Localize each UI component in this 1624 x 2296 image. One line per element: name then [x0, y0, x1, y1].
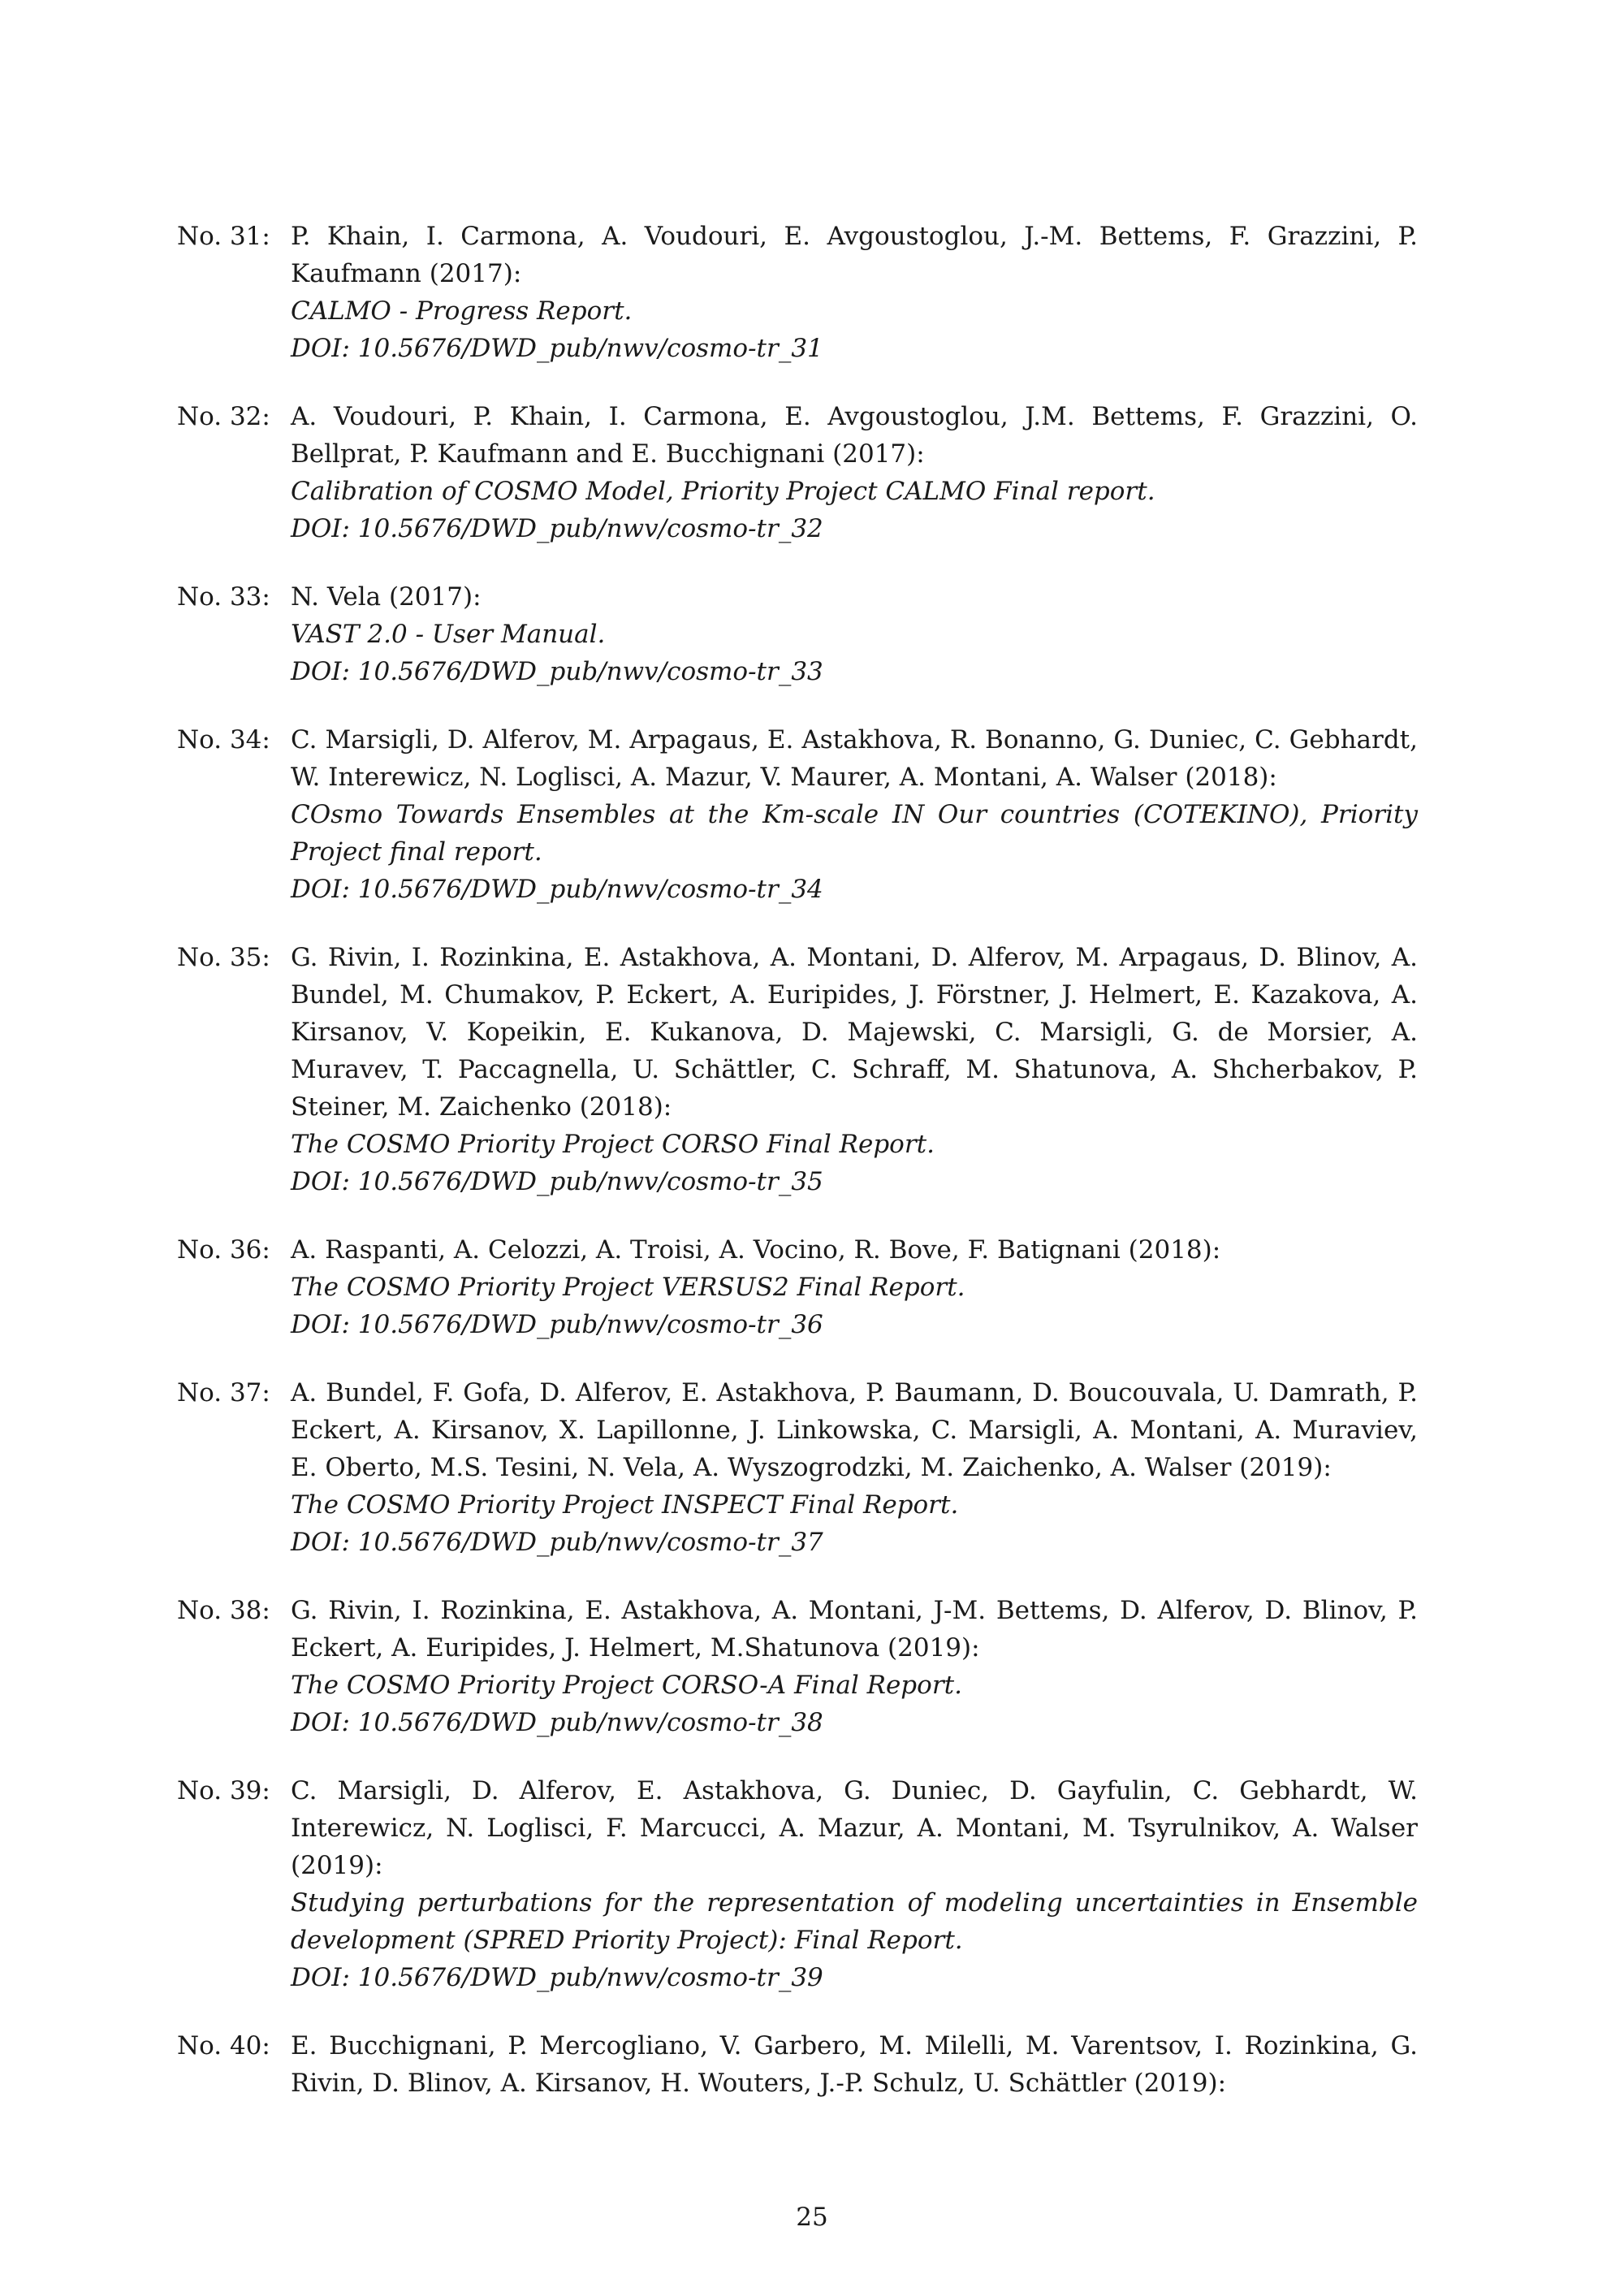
- entry-doi: DOI: 10.5676/DWD_pub/nwv/cosmo-tr_32: [291, 514, 823, 543]
- entry-body: [291, 1374, 1418, 1561]
- entry-doi: DOI: 10.5676/DWD_pub/nwv/cosmo-tr_38: [291, 1708, 823, 1737]
- entry-title: CALMO - Progress Report.: [291, 296, 633, 326]
- entry-33: [177, 578, 1418, 690]
- entry-authors: N. Vela (2017):: [291, 582, 482, 612]
- entry-number: No. 36:: [177, 1235, 270, 1265]
- entry-title: COsmo Towards Ensembles at the Km-scale IN Our countries (COTEKINO), Priority Project final report.: [291, 800, 1418, 867]
- entry-34: [177, 721, 1418, 908]
- entry-title: Calibration of COSMO Model, Priority Project CALMO Final report.: [291, 477, 1155, 506]
- entry-number: No. 33:: [177, 582, 270, 612]
- entry-number: No. 37:: [177, 1378, 270, 1407]
- entry-number: No. 40:: [177, 2031, 270, 2060]
- entry-doi: DOI: 10.5676/DWD_pub/nwv/cosmo-tr_37: [291, 1528, 823, 1557]
- entry-40: [177, 2027, 1418, 2102]
- entry-number: No. 38:: [177, 1596, 270, 1625]
- entry-31: [177, 218, 1418, 367]
- entry-authors: G. Rivin, I. Rozinkina, E. Astakhova, A. Montani, J-M. Bettems, D. Alferov, D. Blinov, P. Eckert, A. Euripides, J. Helmert, M.Shatunova (2019):: [291, 1596, 1418, 1663]
- entry-title: VAST 2.0 - User Manual.: [291, 620, 606, 649]
- entry-body: [291, 218, 1418, 367]
- entry-authors: P. Khain, I. Carmona, A. Voudouri, E. Avgoustoglou, J.-M. Bettems, F. Grazzini, P. Kaufmann (2017):: [291, 222, 1418, 288]
- entry-doi: DOI: 10.5676/DWD_pub/nwv/cosmo-tr_34: [291, 875, 823, 904]
- entry-body: [291, 2027, 1418, 2102]
- entry-title: The COSMO Priority Project INSPECT Final Report.: [291, 1490, 959, 1520]
- report-list: [177, 218, 1418, 2133]
- entry-number: No. 32:: [177, 402, 270, 431]
- entry-doi: DOI: 10.5676/DWD_pub/nwv/cosmo-tr_35: [291, 1167, 823, 1196]
- entry-authors: A. Raspanti, A. Celozzi, A. Troisi, A. Vocino, R. Bove, F. Batignani (2018):: [291, 1235, 1221, 1265]
- entry-authors: E. Bucchignani, P. Mercogliano, V. Garbero, M. Milelli, M. Varentsov, I. Rozinkina, G. Rivin, D. Blinov, A. Kirsanov, H. Wouters, J.-P. Schulz, U. Schättler (2019):: [291, 2031, 1418, 2098]
- entry-number: No. 31:: [177, 222, 270, 251]
- entry-number: No. 34:: [177, 725, 270, 755]
- page-number: 25: [796, 2203, 828, 2232]
- entry-authors: G. Rivin, I. Rozinkina, E. Astakhova, A. Montani, D. Alferov, M. Arpagaus, D. Blinov, A. Bundel, M. Chumakov, P. Eckert, A. Euripides, J. Förstner, J. Helmert, E. Kazakova, A. Kirsanov, V. Kopeikin, E. Kukanova, D. Majewski, C. Marsigli, G. de Morsier, A. Muravev, T. Paccagnella, U. Schättler, C. Schraff, M. Shatunova, A. Shcherbakov, P. Steiner, M. Zaichenko (2018):: [291, 943, 1418, 1122]
- entry-37: [177, 1374, 1418, 1561]
- entry-authors: C. Marsigli, D. Alferov, M. Arpagaus, E. Astakhova, R. Bonanno, G. Duniec, C. Gebhardt, W. Interewicz, N. Loglisci, A. Mazur, V. Maurer, A. Montani, A. Walser (2018):: [291, 725, 1418, 792]
- entry-body: [291, 939, 1418, 1200]
- entry-doi: DOI: 10.5676/DWD_pub/nwv/cosmo-tr_33: [291, 657, 823, 686]
- entry-38: [177, 1592, 1418, 1741]
- entry-title: The COSMO Priority Project VERSUS2 Final Report.: [291, 1273, 965, 1302]
- entry-body: [291, 1772, 1418, 1996]
- entry-title: Studying perturbations for the representation of modeling uncertainties in Ensemble development (SPRED Priority Project): Final Report.: [291, 1888, 1418, 1955]
- entry-doi: DOI: 10.5676/DWD_pub/nwv/cosmo-tr_39: [291, 1963, 823, 1992]
- entry-authors: A. Voudouri, P. Khain, I. Carmona, E. Avgoustoglou, J.M. Bettems, F. Grazzini, O. Bellprat, P. Kaufmann and E. Bucchignani (2017):: [291, 402, 1418, 469]
- entry-body: [291, 578, 1418, 690]
- entry-doi: DOI: 10.5676/DWD_pub/nwv/cosmo-tr_31: [291, 334, 823, 363]
- entry-doi: DOI: 10.5676/DWD_pub/nwv/cosmo-tr_36: [291, 1310, 823, 1339]
- entry-title: The COSMO Priority Project CORSO-A Final Report.: [291, 1671, 962, 1700]
- entry-body: [291, 721, 1418, 908]
- entry-number: No. 35:: [177, 943, 270, 972]
- entry-32: [177, 398, 1418, 547]
- entry-authors: A. Bundel, F. Gofa, D. Alferov, E. Astakhova, P. Baumann, D. Boucouvala, U. Damrath, P. Eckert, A. Kirsanov, X. Lapillonne, J. Linkowska, C. Marsigli, A. Montani, A. Muraviev, E. Oberto, M.S. Tesini, N. Vela, A. Wyszogrodzki, M. Zaichenko, A. Walser (2019):: [291, 1378, 1418, 1482]
- entry-body: [291, 1592, 1418, 1741]
- entry-title: The COSMO Priority Project CORSO Final Report.: [291, 1130, 935, 1159]
- entry-body: [291, 1231, 1418, 1343]
- entry-authors: C. Marsigli, D. Alferov, E. Astakhova, G. Duniec, D. Gayfulin, C. Gebhardt, W. Interewicz, N. Loglisci, F. Marcucci, A. Mazur, A. Montani, M. Tsyrulnikov, A. Walser (2019):: [291, 1776, 1418, 1880]
- entry-body: [291, 398, 1418, 547]
- entry-36: [177, 1231, 1418, 1343]
- entry-35: [177, 939, 1418, 1200]
- entry-number: No. 39:: [177, 1776, 270, 1805]
- entry-39: [177, 1772, 1418, 1996]
